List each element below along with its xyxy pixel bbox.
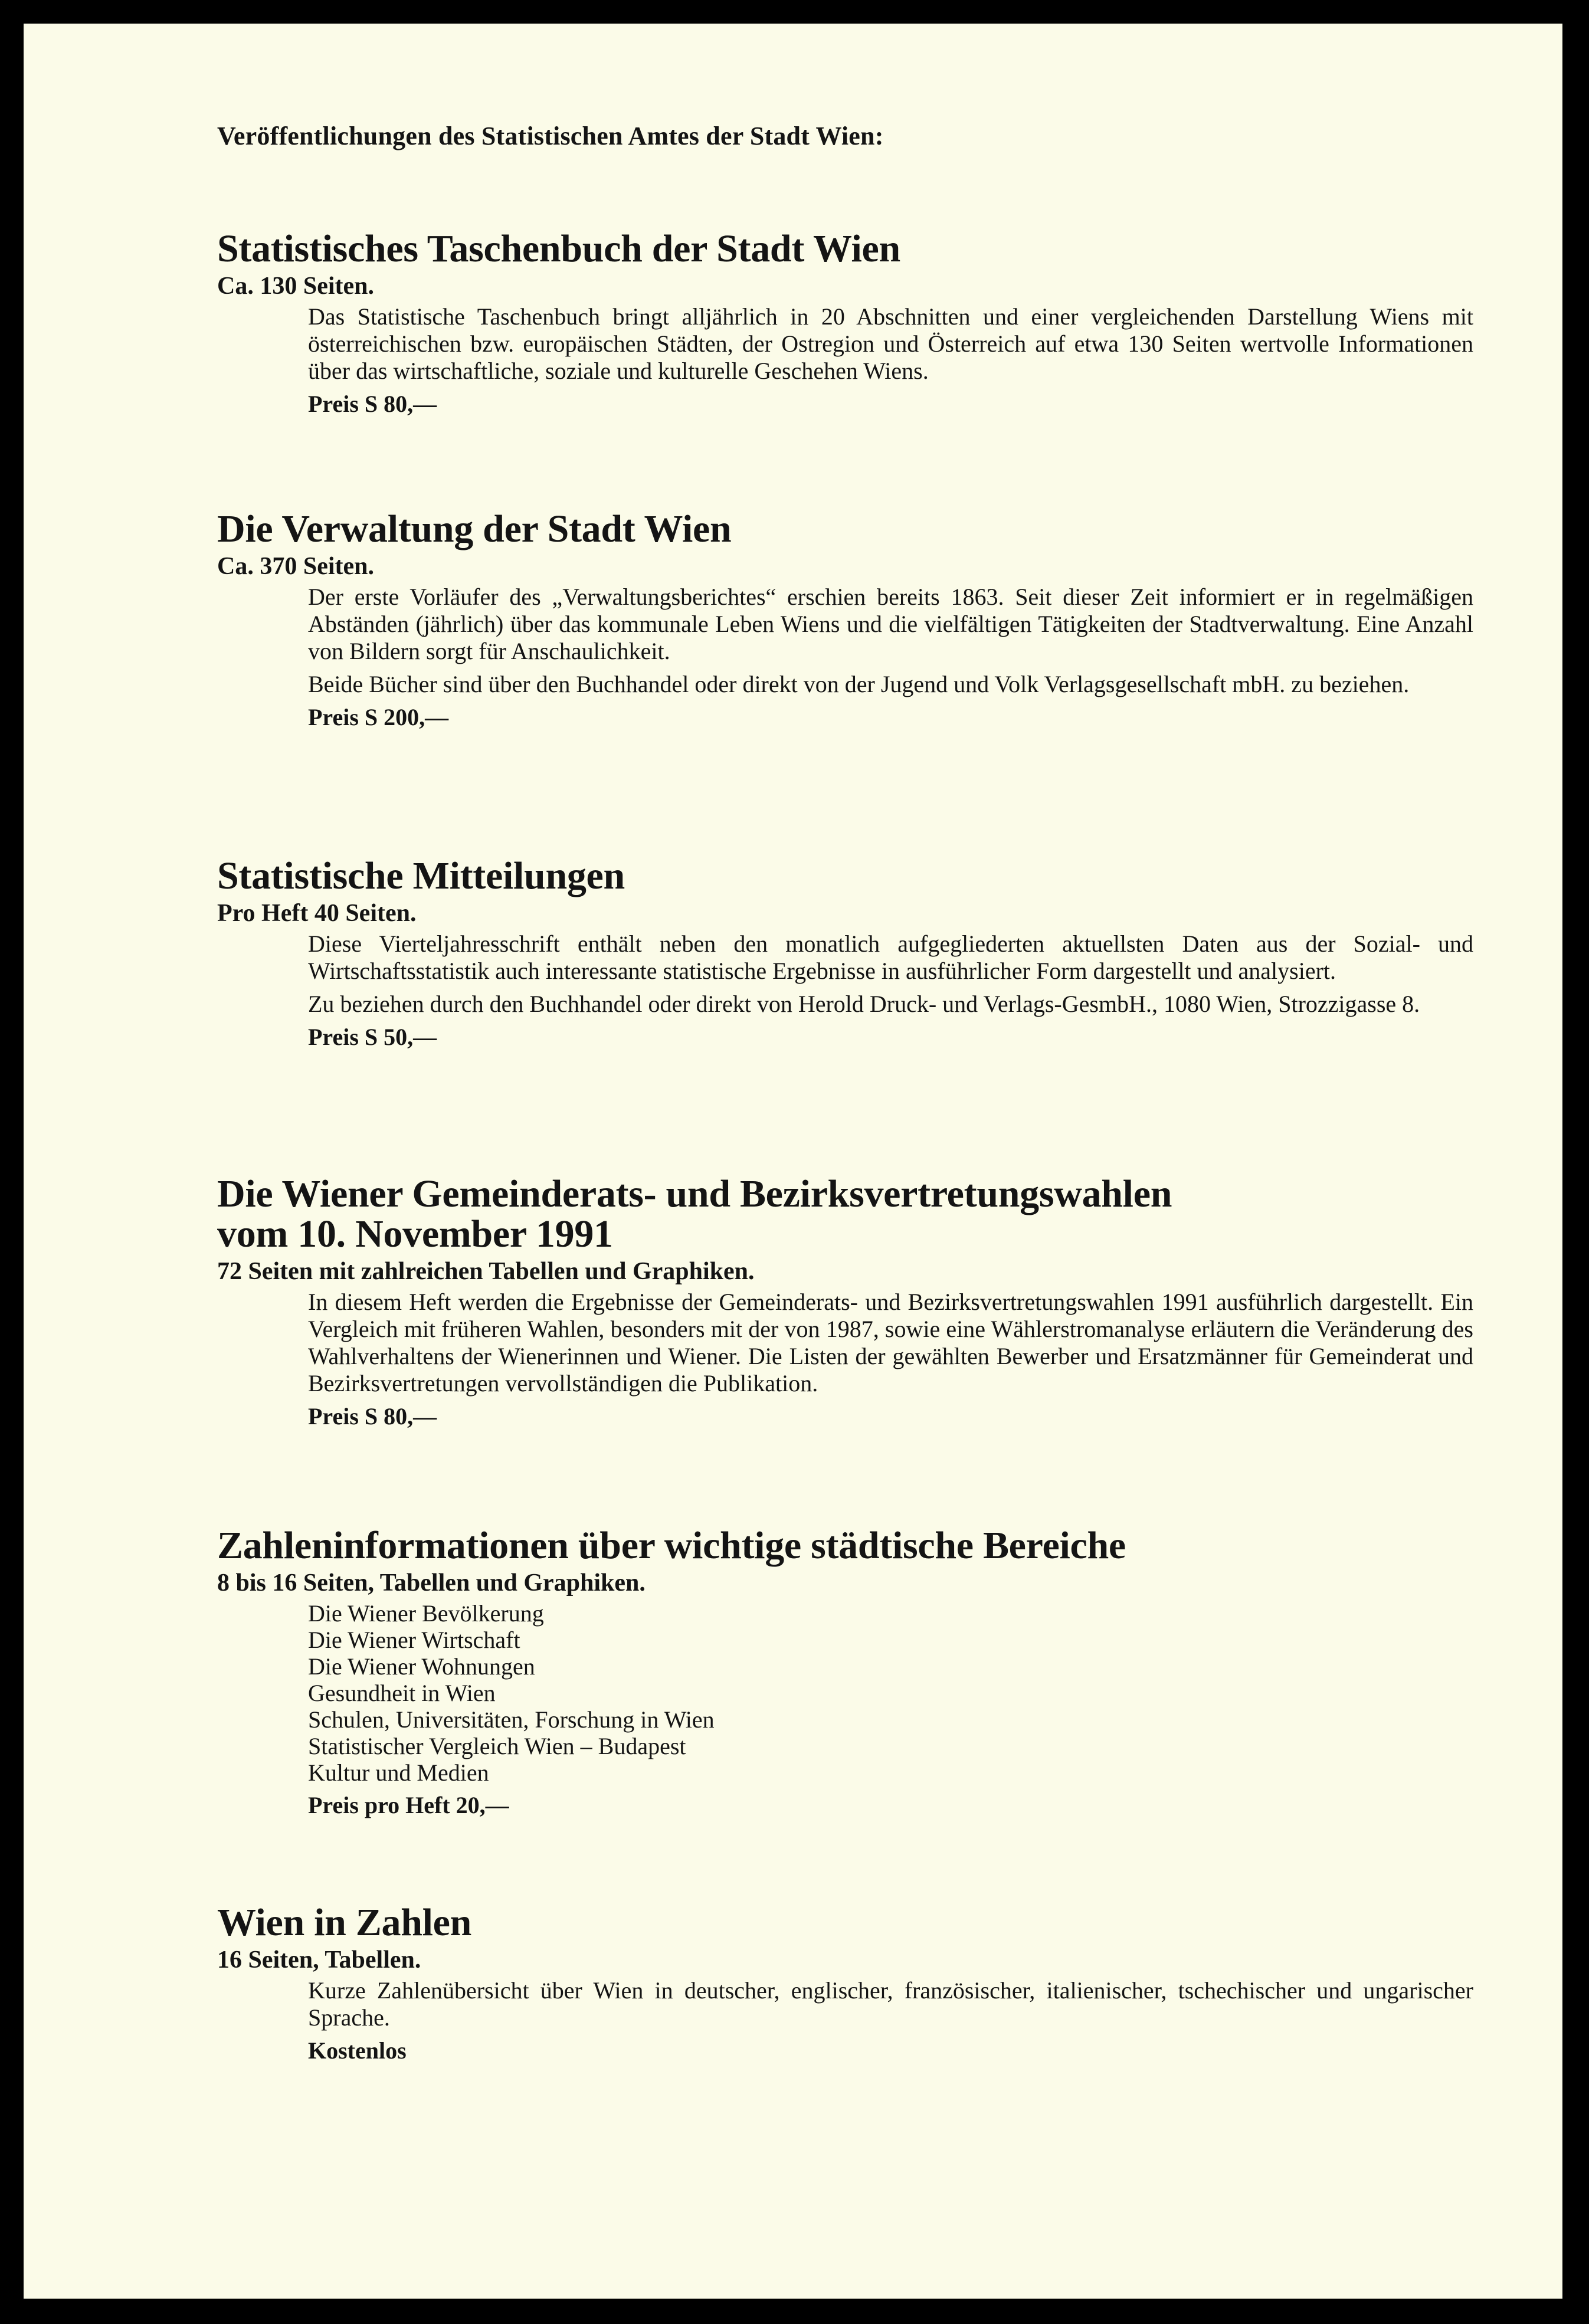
section-title: Statistische Mitteilungen — [217, 854, 625, 897]
section-title: Die Verwaltung der Stadt Wien — [217, 507, 732, 550]
section-zahleninformationen — [217, 1526, 1503, 1820]
section-title: Wien in Zahlen — [217, 1901, 472, 1944]
list-item: Schulen, Universitäten, Forschung in Wien — [308, 1706, 715, 1733]
section-body — [308, 1289, 1473, 1431]
list-item: Die Wiener Bevölkerung — [308, 1600, 544, 1627]
list-item: Gesundheit in Wien — [308, 1680, 496, 1706]
section-paragraph: Das Statistische Taschenbuch bringt alljährlich in 20 Abschnitten und einer vergleichenden Darstellung Wiens mit österreichischen bzw. europäischen Städten, der Ostregion und Österreich auf etwa 130 Seiten wertvolle Informationen über das wirtschaftliche, soziale und kulturelle Geschehen Wiens. — [308, 303, 1473, 384]
section-price: Preis S 50,— — [308, 1024, 437, 1050]
section-wahlen-1991 — [217, 1174, 1503, 1431]
section-price: Preis S 80,— — [308, 1403, 437, 1430]
section-paragraph: In diesem Heft werden die Ergebnisse der Gemeinderats- und Bezirksvertretungswahlen 1991 ausführlich dargestellt. Ein Vergleich mit früheren Wahlen, besonders mit der von 1987, sowie eine Wählerstromanalyse erläutern die Veränderung des Wahlverhaltens der Wienerinnen und Wiener. Die Listen der gewählten Bewerber und Ersatzmänner für Gemeinderat und Bezirksvertretungen vervollständigen die Publikation. — [308, 1289, 1473, 1397]
section-subtitle: Ca. 370 Seiten. — [217, 553, 374, 580]
section-title: Statistisches Taschenbuch der Stadt Wien — [217, 227, 900, 270]
section-price: Preis S 200,— — [308, 704, 449, 730]
section-paragraph: Zu beziehen durch den Buchhandel oder direkt von Herold Druck- und Verlags-GesmbH., 1080 Wien, Strozzigasse 8. — [308, 991, 1420, 1017]
section-paragraph: Diese Vierteljahresschrift enthält neben den monatlich aufgegliederten aktuellsten Daten aus der Sozial- und Wirtschaftsstatistik auch interessante statistische Ergebnisse in ausführlicher Form dargestellt und analysiert. — [308, 930, 1473, 984]
section-statistisches-taschenbuch — [217, 229, 1503, 419]
section-body — [308, 930, 1473, 1052]
section-body — [308, 1600, 1473, 1820]
list-item: Kultur und Medien — [308, 1759, 489, 1786]
section-subtitle: Ca. 130 Seiten. — [217, 273, 374, 300]
section-paragraph: Beide Bücher sind über den Buchhandel oder direkt von der Jugend und Volk Verlagsgesellschaft mbH. zu beziehen. — [308, 671, 1410, 697]
document-page — [24, 24, 1562, 2299]
section-subtitle: Pro Heft 40 Seiten. — [217, 900, 417, 927]
section-paragraph: Kurze Zahlenübersicht über Wien in deutscher, englischer, französischer, italienischer, tschechischer und ungarischer Sprache. — [308, 1977, 1473, 2031]
section-subtitle: 8 bis 16 Seiten, Tabellen und Graphiken. — [217, 1569, 646, 1597]
section-title: Zahleninformationen über wichtige städtische Bereiche — [217, 1524, 1126, 1567]
section-paragraph: Der erste Vorläufer des „Verwaltungsberichtes“ erschien bereits 1863. Seit dieser Zeit informiert er in regelmäßigen Abständen (jährlich) über das kommunale Leben Wiens und die vielfältigen Tätigkeiten der Stadtverwaltung. Eine Anzahl von Bildern sorgt für Anschaulichkeit. — [308, 584, 1473, 664]
section-title-line-1: Die Wiener Gemeinderats- und Bezirksvertretungswahlen — [217, 1172, 1172, 1215]
list-item: Statistischer Vergleich Wien – Budapest — [308, 1733, 686, 1759]
section-body — [308, 303, 1473, 419]
page-header: Veröffentlichungen des Statistischen Amtes der Stadt Wien: — [217, 122, 884, 150]
section-body — [308, 584, 1473, 732]
section-price: Preis pro Heft 20,— — [308, 1792, 509, 1818]
topic-list — [308, 1600, 1473, 1786]
section-price: Preis S 80,— — [308, 391, 437, 417]
section-body — [308, 1977, 1473, 2066]
section-price: Kostenlos — [308, 2037, 407, 2064]
list-item: Die Wiener Wirtschaft — [308, 1627, 520, 1653]
section-verwaltung — [217, 509, 1503, 732]
list-item: Die Wiener Wohnungen — [308, 1653, 535, 1680]
section-statistische-mitteilungen — [217, 856, 1503, 1052]
section-subtitle: 72 Seiten mit zahlreichen Tabellen und Graphiken. — [217, 1258, 755, 1285]
section-title-line-2: vom 10. November 1991 — [217, 1212, 613, 1256]
section-wien-in-zahlen — [217, 1903, 1503, 2066]
section-subtitle: 16 Seiten, Tabellen. — [217, 1946, 421, 1974]
